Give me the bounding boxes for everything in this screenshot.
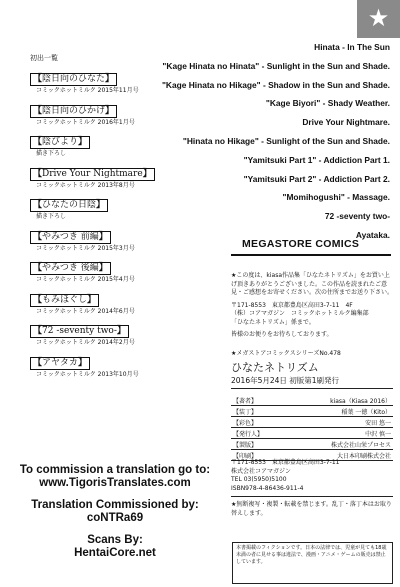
commission-text: To commission a translation go to: (19, 464, 211, 476)
title-text: やみつき 前編 (42, 231, 99, 242)
toc-item-title (30, 73, 117, 86)
toc-item-source: コミックホットミルク 2015年11月号 (36, 87, 139, 94)
toc-item-title (30, 294, 99, 307)
message-closing: 皆様のお便りをお待ちしております。 (231, 331, 333, 338)
bracket-open: 【 (33, 200, 43, 210)
scans-label: Scans By: (87, 534, 143, 546)
colophon-value: 稲葉 一徳（Kito） (341, 409, 391, 416)
translation-line: Hinata - In The Sun (314, 42, 390, 52)
colophon-value: 株式会社山栄プロセス (330, 442, 391, 449)
title-text: Drive Your Nightmare (42, 168, 143, 179)
title-text: 陰日向のひかげ (42, 105, 106, 116)
bracket-open: 【 (33, 168, 43, 179)
toc-item-source: コミックホットミルク 2015年4月号 (36, 276, 135, 283)
bracket-open: 【 (33, 137, 43, 147)
colophon-row (231, 406, 393, 417)
toc-heading: 初出一覧 (30, 54, 58, 62)
bracket-close: 】 (77, 357, 87, 368)
toc-item-title (30, 199, 108, 212)
title-text: アヤタカ (42, 357, 78, 368)
translation-line: "Kage Hinata no Hikage" - Shadow in the Sun and Shade. (161, 79, 390, 90)
edition-line: 2016年5月24日 初版第1刷発行 (231, 376, 340, 385)
publisher-name: MEGASTORE COMICS (242, 238, 360, 250)
translation-credits (4, 464, 226, 560)
toc-item-title (30, 105, 117, 118)
divider (231, 496, 393, 497)
publisher-address: 〒171-8553 東京都豊島区高田3-7-11 (231, 459, 340, 466)
message-intro: ★この度は、kiasa作品集「ひなたネトリズム」をお買い上げ頂きありがとうございました。この作品を読まれたご意見・ご感想をお寄せください。次の住所までお送り下さい。 (231, 272, 394, 296)
translation-line: Drive Your Nightmare. (302, 117, 390, 128)
colophon-key: 【発行人】 (233, 431, 264, 438)
colophon-key: 【製版】 (233, 442, 258, 449)
toc-item (30, 224, 135, 253)
title-text: 72 -seventy two- (42, 326, 117, 336)
toc-item (30, 66, 139, 95)
divider (231, 388, 393, 389)
colophon-key: 【著者】 (233, 398, 258, 405)
bracket-close: 】 (105, 74, 115, 84)
translation-line: "Yamitsuki Part 2" - Addiction Part 2. (243, 173, 390, 184)
bracket-close: 】 (105, 105, 115, 116)
scans-source: HentaiCore.net (74, 547, 156, 559)
title-text: 陰びより (42, 137, 79, 147)
publisher-tel: TEL 03(5950)5100 (231, 476, 287, 483)
toc-item (30, 255, 135, 284)
toc-item-title (30, 357, 90, 370)
colophon-row (231, 439, 393, 450)
bracket-open: 【 (33, 263, 43, 273)
toc-item-title (30, 136, 90, 149)
reader-message (231, 272, 393, 340)
translation-line: 72 -seventy two- (324, 211, 390, 222)
title-text: ひなたの日陰 (42, 200, 97, 210)
colophon-key: 【彩色】 (233, 420, 258, 427)
toc-item (30, 98, 135, 127)
colophon-table (231, 395, 393, 461)
toc-item (30, 161, 155, 190)
bracket-close: 】 (98, 231, 108, 242)
bracket-open: 【 (33, 357, 43, 368)
bracket-close: 】 (142, 168, 152, 179)
toc-item-source: 描き下ろし (36, 150, 67, 157)
message-address-2: （株）コアマガジン コミックホットミルク編集部 (231, 310, 369, 317)
toc-item (30, 192, 108, 221)
colophon-value: 安田 悠一 (365, 420, 391, 427)
message-address-1: 〒171-8553 東京都豊島区高田3-7-11 4F (231, 301, 353, 309)
toc-item-title (30, 168, 155, 181)
toc-item (30, 129, 90, 158)
colophon-value: 中沢 慎一 (365, 431, 391, 438)
commission-link[interactable]: www.TigorisTranslates.com (39, 477, 191, 489)
isbn: ISBN978-4-86436-911-4 (231, 484, 304, 492)
commissioner-name: coNTRa69 (86, 512, 144, 524)
bracket-open: 【 (33, 231, 43, 242)
toc-item-source: コミックホットミルク 2014年2月号 (36, 339, 135, 346)
publisher-company: 株式会社コアマガジン (231, 467, 291, 475)
bracket-close: 】 (116, 326, 126, 336)
copyright-note: ★無断複写・複製・転載を禁じます。乱丁・落丁本はお取り替えします。 (231, 501, 392, 517)
commissioned-by-label: Translation Commissioned by: (31, 499, 199, 511)
toc-item-source: コミックホットミルク 2016年1月号 (36, 118, 135, 126)
title-text: 陰日向のひなた (42, 74, 106, 84)
toc-item (30, 350, 139, 379)
toc-item-source: コミックホットミルク 2013年10月号 (36, 370, 139, 378)
bracket-open: 【 (33, 74, 43, 84)
bracket-close: 】 (96, 200, 106, 210)
translation-line: "Hinata no Hikage" - Sunlight of the Sun and Shade. (182, 136, 390, 146)
divider (231, 254, 391, 256)
colophon-value: 大日本印刷株式会社 (336, 453, 391, 460)
toc-item-source: 描き下ろし (36, 213, 67, 220)
message-address-3: 「ひなたネトリズム」係まで。 (231, 318, 315, 326)
colophon-value: kiasa（Kiasa 2016） (330, 398, 391, 405)
colophon-row (231, 417, 393, 428)
colophon-key: 【装丁】 (233, 409, 258, 416)
title-text: もみほぐし (42, 294, 88, 305)
translation-line: "Kage Biyori" - Shady Weather. (265, 98, 390, 109)
translation-line: "Kage Hinata no Hinata" - Sunlight in the Sun and Shade. (162, 60, 390, 71)
toc-item-source: コミックホットミルク 2014年6月号 (36, 307, 135, 315)
title-text: やみつき 後編 (42, 263, 99, 273)
translation-line: Ayataka. (355, 230, 390, 240)
translation-line: "Momihogushi" - Massage. (282, 192, 390, 203)
legal-notice: 本書掲載のフィクションです。日本の法律では、児童が見ても18歳未満の者に見せる事は違法で、漫画・アニメ・ゲームの販売は禁止しています。 (232, 542, 393, 584)
bracket-open: 【 (33, 326, 43, 336)
toc-item-title (30, 325, 129, 338)
book-title: ひなたネトリズム (231, 361, 319, 374)
translation-line: "Yamitsuki Part 1" - Addiction Part 1. (243, 154, 390, 165)
star-corner-badge (357, 0, 400, 38)
bracket-close: 】 (87, 294, 97, 305)
toc-item-source: コミックホットミルク 2013年8月号 (36, 181, 135, 189)
bracket-close: 】 (78, 137, 88, 147)
toc-item-title (30, 231, 111, 244)
star-icon: ★ (367, 4, 390, 32)
toc-item (30, 318, 135, 347)
toc-item-title (30, 262, 111, 275)
toc-item-source: コミックホットミルク 2015年3月号 (36, 244, 135, 252)
colophon-row (231, 395, 393, 406)
bracket-open: 【 (33, 105, 43, 116)
bracket-open: 【 (33, 294, 43, 305)
publisher-info (231, 459, 393, 493)
colophon-row (231, 428, 393, 439)
bracket-close: 】 (98, 263, 108, 273)
toc-item (30, 287, 135, 316)
colophon-key: 【印刷】 (233, 453, 258, 460)
series-line: ★メガストアコミックスシリーズNo.478 (231, 350, 341, 357)
